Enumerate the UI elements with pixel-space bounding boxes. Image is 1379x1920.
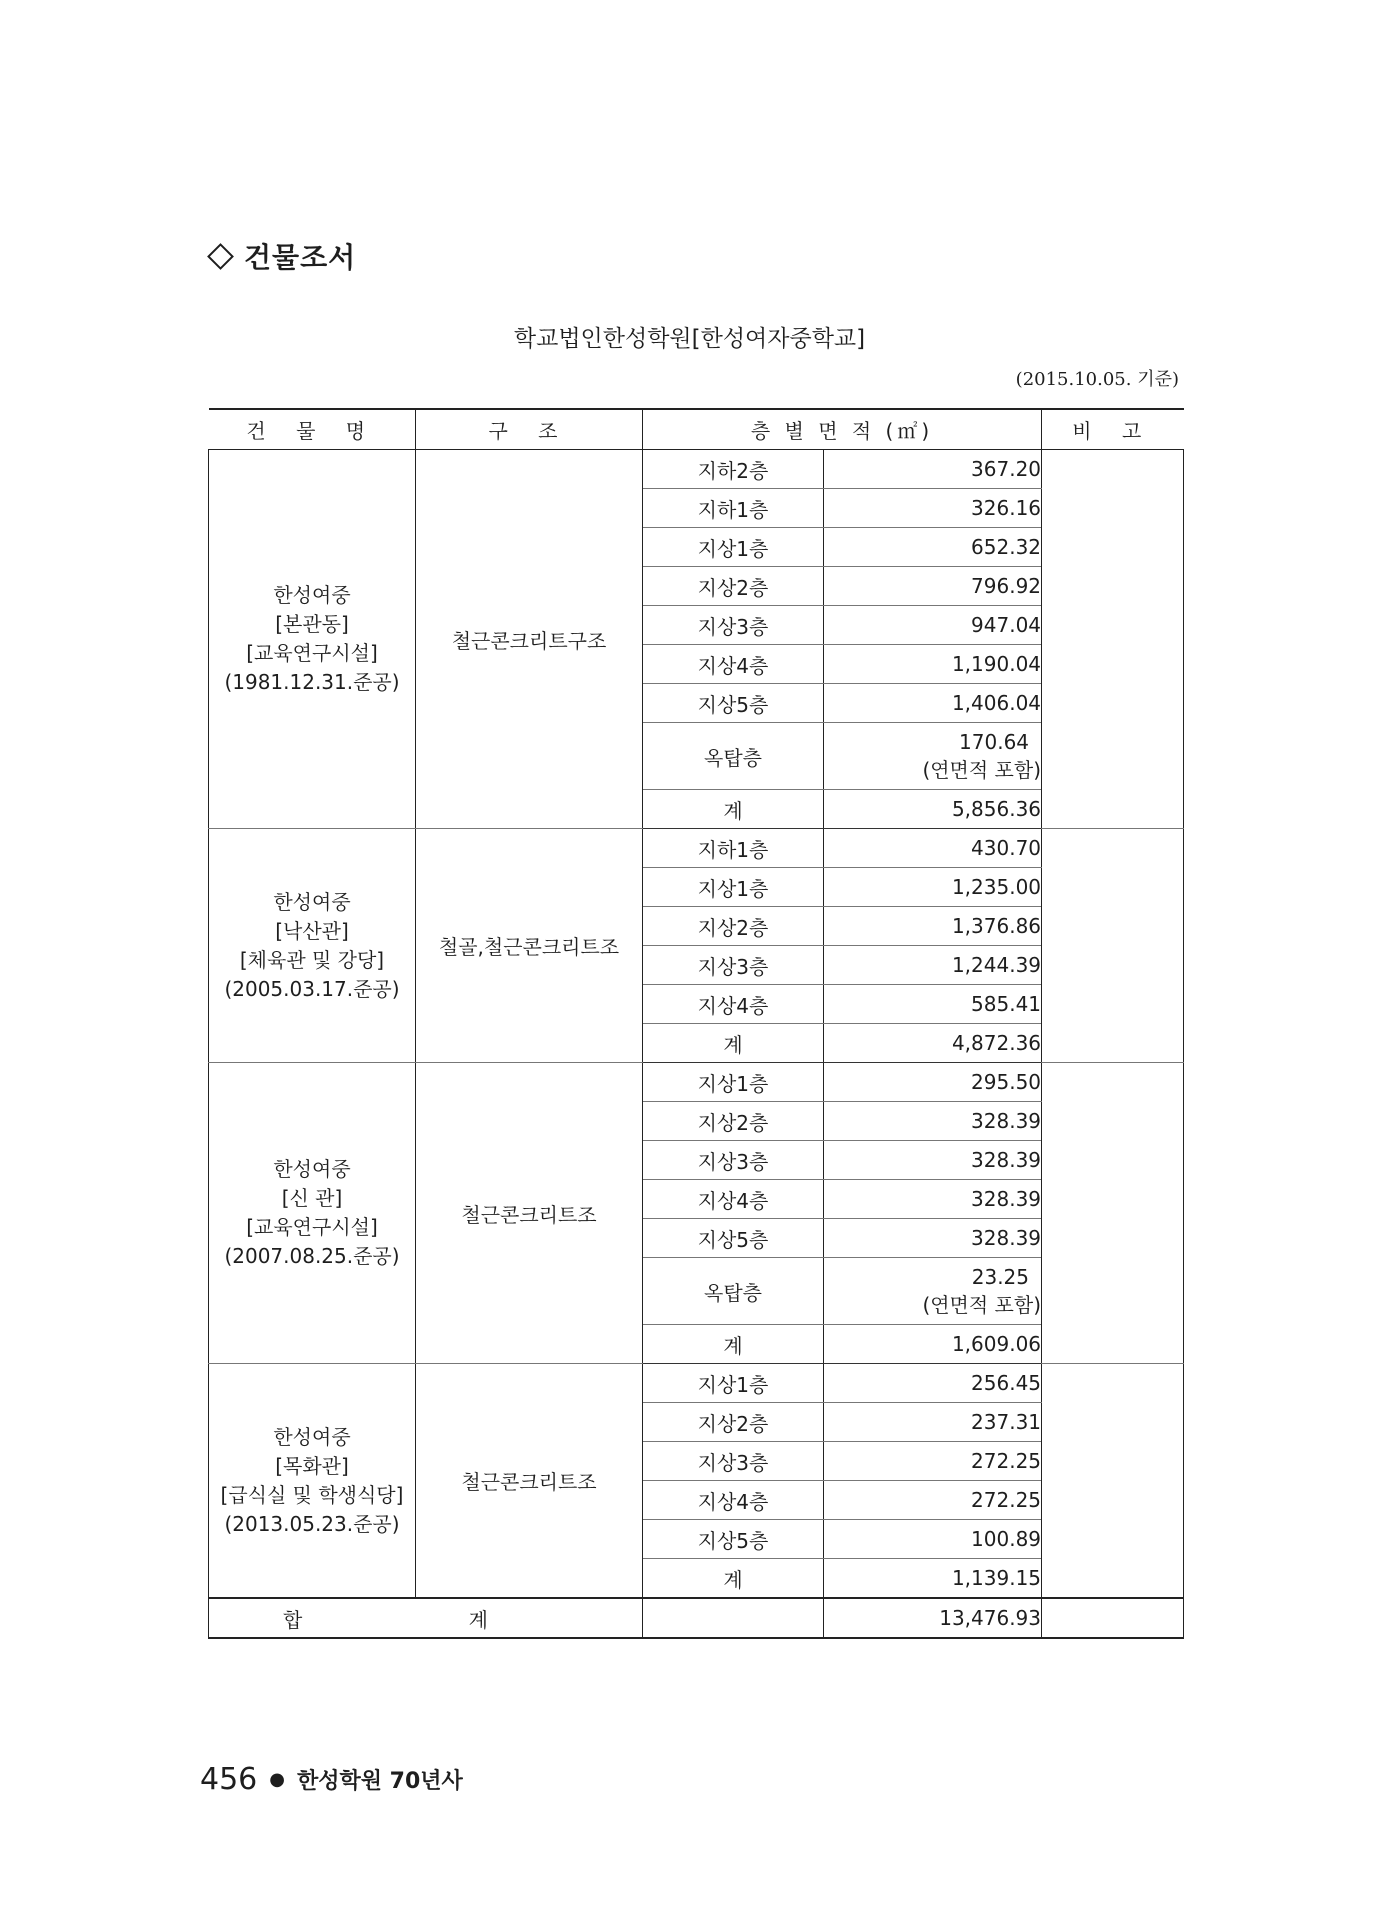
building-name-line: [본관동] bbox=[275, 612, 349, 636]
header-structure: 구 조 bbox=[416, 409, 643, 450]
remark-cell bbox=[1042, 1063, 1184, 1364]
floor-cell: 계 bbox=[643, 1024, 824, 1063]
floor-cell: 계 bbox=[643, 1559, 824, 1599]
floor-cell: 옥탑층 bbox=[643, 723, 824, 790]
building-name-line: [교육연구시설] bbox=[246, 1215, 378, 1239]
floor-cell: 지상1층 bbox=[643, 528, 824, 567]
remark-cell bbox=[1042, 829, 1184, 1063]
area-cell: 1,609.06 bbox=[824, 1325, 1042, 1364]
building-name-cell bbox=[209, 1063, 416, 1364]
structure-cell: 철근콘크리트조 bbox=[416, 1063, 643, 1364]
building-name-line: [신 관] bbox=[281, 1186, 343, 1210]
floor-cell: 옥탑층 bbox=[643, 1258, 824, 1325]
building-name-line: 한성여중 bbox=[273, 889, 351, 914]
reference-date: (2015.10.05. 기준) bbox=[1015, 369, 1179, 390]
floor-cell: 지상4층 bbox=[643, 985, 824, 1024]
floor-cell: 지상1층 bbox=[643, 868, 824, 907]
floor-cell: 지상3층 bbox=[643, 1442, 824, 1481]
building-register-table bbox=[208, 408, 1184, 1639]
area-cell: 1,244.39 bbox=[824, 946, 1042, 985]
area-cell: 328.39 bbox=[824, 1102, 1042, 1141]
area-cell: 100.89 bbox=[824, 1520, 1042, 1559]
building-name-line: [교육연구시설] bbox=[246, 641, 378, 665]
table-header-row bbox=[209, 409, 1184, 450]
floor-cell: 지상4층 bbox=[643, 1180, 824, 1219]
table-row bbox=[209, 1063, 1184, 1102]
grand-total-area: 13,476.93 bbox=[824, 1598, 1042, 1638]
floor-cell: 계 bbox=[643, 1325, 824, 1364]
floor-cell: 지상4층 bbox=[643, 645, 824, 684]
floor-cell: 지하1층 bbox=[643, 489, 824, 528]
floor-cell: 지상2층 bbox=[643, 1403, 824, 1442]
grand-total-remark bbox=[1042, 1598, 1184, 1638]
building-name-line: (1981.12.31.준공) bbox=[224, 670, 400, 694]
area-cell bbox=[824, 1258, 1042, 1325]
table-row bbox=[209, 1364, 1184, 1403]
bullet-icon: ● bbox=[269, 1769, 285, 1790]
floor-cell: 지상2층 bbox=[643, 907, 824, 946]
document-title: 학교법인한성학원[한성여자중학교] bbox=[513, 326, 866, 352]
area-note: (연면적 포함) bbox=[922, 1293, 1042, 1317]
area-cell: 326.16 bbox=[824, 489, 1042, 528]
table-row bbox=[209, 450, 1184, 489]
floor-cell: 지상5층 bbox=[643, 1219, 824, 1258]
area-cell: 1,139.15 bbox=[824, 1559, 1042, 1599]
floor-cell: 지상3층 bbox=[643, 606, 824, 645]
area-cell: 430.70 bbox=[824, 829, 1042, 868]
floor-cell: 지상5층 bbox=[643, 684, 824, 723]
building-name-line: (2005.03.17.준공) bbox=[224, 976, 400, 1001]
building-name-cell bbox=[209, 450, 416, 829]
building-name-line: 한성여중 bbox=[273, 1157, 351, 1181]
floor-cell: 지상3층 bbox=[643, 946, 824, 985]
area-cell: 4,872.36 bbox=[824, 1024, 1042, 1063]
grand-total-label: 합 계 bbox=[209, 1598, 643, 1638]
structure-cell: 철근콘크리트조 bbox=[416, 1364, 643, 1599]
header-building-name: 건 물 명 bbox=[209, 409, 416, 450]
floor-cell: 지상5층 bbox=[643, 1520, 824, 1559]
remark-cell bbox=[1042, 450, 1184, 829]
building-name-line: (2013.05.23.준공) bbox=[224, 1511, 400, 1536]
remark-cell bbox=[1042, 1364, 1184, 1599]
area-cell: 585.41 bbox=[824, 985, 1042, 1024]
page-footer bbox=[200, 1762, 463, 1797]
building-name-line: 한성여중 bbox=[273, 1424, 351, 1449]
area-cell: 652.32 bbox=[824, 528, 1042, 567]
floor-cell: 지상2층 bbox=[643, 1102, 824, 1141]
building-name-line: [급식실 및 학생식당] bbox=[220, 1482, 404, 1507]
area-cell: 328.39 bbox=[824, 1180, 1042, 1219]
area-cell: 328.39 bbox=[824, 1141, 1042, 1180]
building-name-cell bbox=[209, 829, 416, 1063]
area-cell: 295.50 bbox=[824, 1063, 1042, 1102]
building-name-line: [목화관] bbox=[275, 1453, 349, 1478]
header-floor-area: 층 별 면 적 (㎡) bbox=[643, 409, 1042, 450]
building-name-line: (2007.08.25.준공) bbox=[224, 1244, 400, 1268]
area-cell: 796.92 bbox=[824, 567, 1042, 606]
area-cell: 256.45 bbox=[824, 1364, 1042, 1403]
section-title bbox=[211, 236, 356, 276]
area-note: (연면적 포함) bbox=[922, 758, 1042, 782]
floor-cell: 지상3층 bbox=[643, 1141, 824, 1180]
area-cell: 272.25 bbox=[824, 1481, 1042, 1520]
diamond-icon bbox=[207, 243, 234, 270]
area-value: 170.64 bbox=[959, 730, 1030, 754]
floor-cell: 계 bbox=[643, 790, 824, 829]
area-cell bbox=[824, 723, 1042, 790]
floor-cell: 지하2층 bbox=[643, 450, 824, 489]
section-title-text: 건물조서 bbox=[244, 241, 357, 274]
area-cell: 947.04 bbox=[824, 606, 1042, 645]
grand-total-row bbox=[209, 1598, 1184, 1638]
floor-cell: 지상2층 bbox=[643, 567, 824, 606]
page-number: 456 bbox=[200, 1762, 258, 1797]
grand-total-empty-cell bbox=[643, 1598, 824, 1638]
table-body bbox=[209, 450, 1184, 1639]
area-cell: 1,376.86 bbox=[824, 907, 1042, 946]
structure-cell: 철근콘크리트구조 bbox=[416, 450, 643, 829]
structure-cell: 철골,철근콘크리트조 bbox=[416, 829, 643, 1063]
floor-cell: 지하1층 bbox=[643, 829, 824, 868]
building-name-cell bbox=[209, 1364, 416, 1599]
floor-cell: 지상1층 bbox=[643, 1364, 824, 1403]
building-name-line: 한성여중 bbox=[273, 583, 351, 607]
area-cell: 1,190.04 bbox=[824, 645, 1042, 684]
area-cell: 1,235.00 bbox=[824, 868, 1042, 907]
area-cell: 272.25 bbox=[824, 1442, 1042, 1481]
area-cell: 328.39 bbox=[824, 1219, 1042, 1258]
area-cell: 1,406.04 bbox=[824, 684, 1042, 723]
building-name-line: [낙산관] bbox=[275, 918, 349, 943]
header-remark: 비 고 bbox=[1042, 409, 1184, 450]
area-cell: 5,856.36 bbox=[824, 790, 1042, 829]
floor-cell: 지상4층 bbox=[643, 1481, 824, 1520]
area-cell: 367.20 bbox=[824, 450, 1042, 489]
table-row bbox=[209, 829, 1184, 868]
book-title: 한성학원 70년사 bbox=[296, 1769, 463, 1794]
area-cell: 237.31 bbox=[824, 1403, 1042, 1442]
area-value: 23.25 bbox=[971, 1265, 1030, 1289]
building-name-line: [체육관 및 강당] bbox=[239, 947, 385, 972]
floor-cell: 지상1층 bbox=[643, 1063, 824, 1102]
